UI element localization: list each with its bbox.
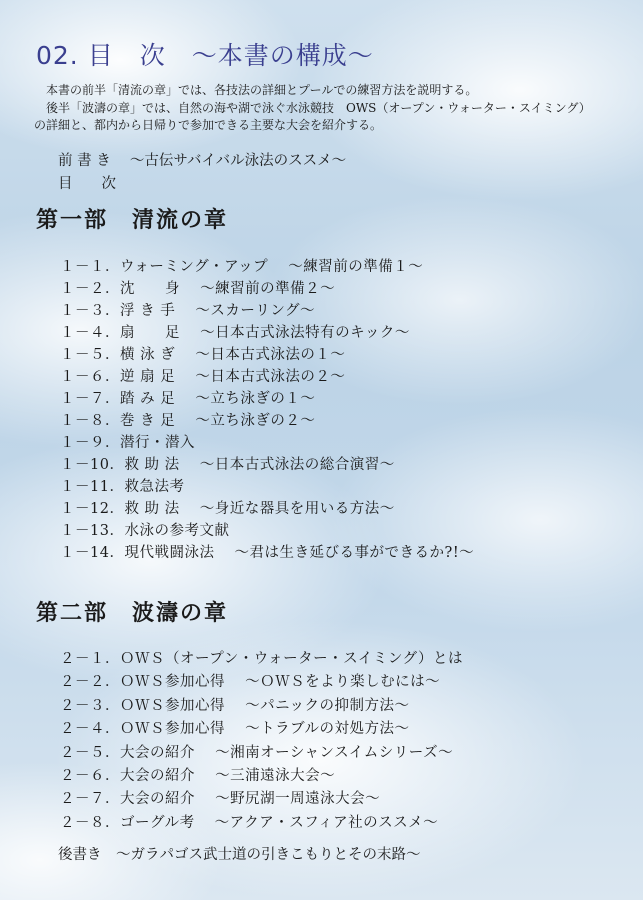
- toc-item: ２－４．ＯＷＳ参加心得 ～トラブルの対処方法～: [60, 721, 410, 738]
- toc-item: ２－２．ＯＷＳ参加心得 ～ＯＷＳをより楽しむには～: [60, 674, 441, 691]
- afterword-entry: 後書き ～ガラパゴス武士道の引きこもりとその末路～: [58, 847, 421, 863]
- toc-item: １－３．浮 き 手 ～スカーリング～: [60, 303, 316, 319]
- toc-item: １－13．水泳の参考文献: [60, 523, 230, 539]
- toc-item: ２－７．大会の紹介 ～野尻湖一周遠泳大会～: [60, 791, 381, 808]
- toc-item: １－６．逆 扇 足 ～日本古式泳法の２～: [60, 369, 346, 385]
- toc-item: １－７．踏 み 足 ～立ち泳ぎの１～: [60, 391, 316, 407]
- toc-item: ２－３．ＯＷＳ参加心得 ～パニックの抑制方法～: [60, 697, 410, 714]
- intro-line: の詳細と、都内から日帰りで参加できる主要な大会を紹介する。: [34, 118, 383, 132]
- intro-paragraph: [34, 82, 634, 135]
- toc-item: １－11．救急法考: [60, 479, 185, 495]
- toc-item: １－10．救 助 法 ～日本古式泳法の総合演習～: [60, 457, 395, 473]
- toc-item: １－５．横 泳 ぎ ～日本古式泳法の１～: [60, 347, 346, 363]
- part-one-list: [60, 256, 474, 564]
- page-title: 02. 目 次 ～本書の構成～: [36, 41, 374, 70]
- part-one-heading: 第一部 清流の章: [36, 207, 229, 233]
- part-two-heading: 第二部 波濤の章: [36, 600, 229, 626]
- toc-item: １－12．救 助 法 ～身近な器具を用いる方法～: [60, 501, 395, 517]
- front-matter-preface: 前 書 き ～古伝サバイバル泳法のススメ～: [58, 153, 347, 169]
- toc-item: ２－１．ＯＷＳ（オープン・ウォーター・スイミング）とは: [60, 651, 463, 667]
- toc-item: １－８．巻 き 足 ～立ち泳ぎの２～: [60, 413, 316, 429]
- front-matter-contents: 目 次: [58, 176, 116, 192]
- toc-item: １－４．扇 足 ～日本古式泳法特有のキック～: [60, 325, 410, 341]
- part-two-list: [60, 648, 463, 835]
- front-matter-list: [58, 150, 346, 196]
- toc-item: ２－８．ゴーグル考 ～アクア・スフィア社のススメ～: [60, 814, 439, 831]
- intro-line: 後半「波濤の章」では、自然の海や湖で泳ぐ水泳競技 OWS（オープン・ウォーター・スイミング）: [34, 100, 591, 115]
- toc-item: ２－５．大会の紹介 ～湘南オーシャンスイムシリーズ～: [60, 744, 454, 761]
- toc-item: ２－６．大会の紹介 ～三浦遠泳大会～: [60, 767, 336, 784]
- toc-item: １－９．潜行・潜入: [60, 435, 195, 451]
- toc-item: １－14．現代戦闘泳法 ～君は生き延びる事ができるか?!～: [60, 545, 475, 561]
- toc-item: １－１．ウォーミング・アップ ～練習前の準備１～: [60, 259, 424, 275]
- intro-line: 本書の前半「清流の章」では、各技法の詳細とプールでの練習方法を説明する。: [34, 83, 478, 97]
- toc-item: １－２．沈 身 ～練習前の準備２～: [60, 281, 336, 297]
